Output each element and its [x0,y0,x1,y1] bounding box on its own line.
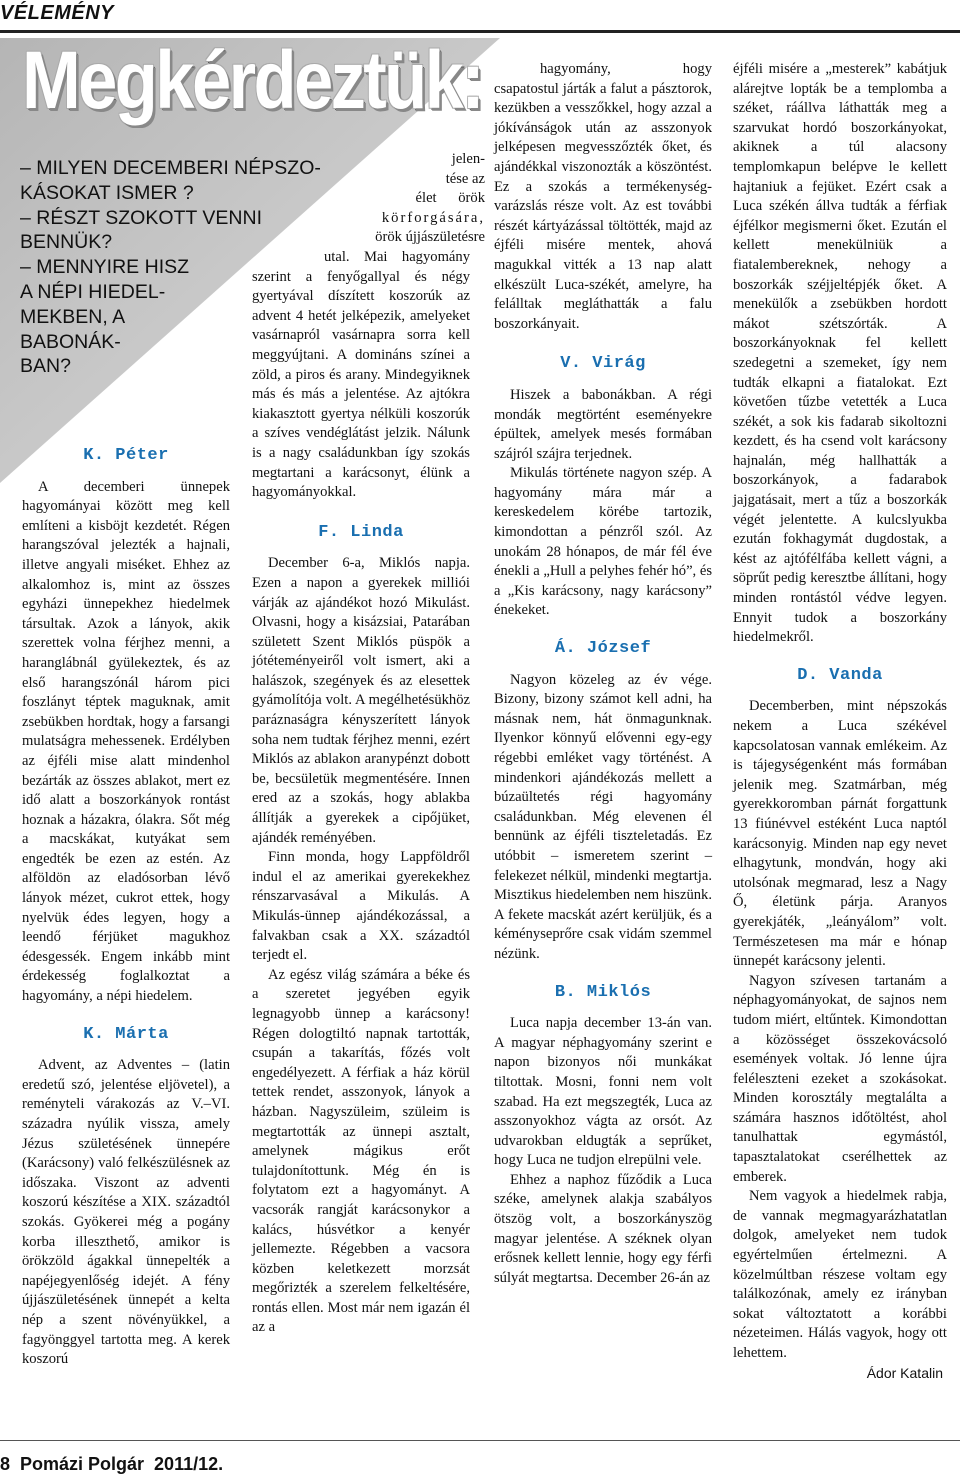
article-paragraph: December 6-a, Miklós napja. Ezen a napon a gyerekek milliói várják az ajándékot hozó Mikulást. Olvasni, hogy a kisázsiai, Patarában született Szent Miklós püspök a jótéteményeiről volt ismert, aki a halászok, szegények és az elesettek gyámolítója volt. A megélhetésükhöz paráznaságra kényszerített lányok soha nem tudtak férjhez menni, ezért Miklós az ablakon aranypénzt dobott be, becsületük megmentésére. Innen ered az a szokás, hogy ablakba állítják a gyerekek a cipőjüket, ajándék reményében. [252,555,470,846]
intro-line: körforgására, [381,209,485,226]
article-paragraph: Ehhez a naphoz fűződik a Luca széke, amelynek alakja szabályos ötszög volt, a boszorkányszög magyar jelentése. A széknek olyan erősnek kellett lennie, hogy egy férfi súlyát megtartsa. December 26-án az [494,1171,712,1286]
article-paragraph: utal. Mai hagyomány szerint a fenyőgallyal és négy gyertyával díszített koszorúk az advent 4 hetét jelképezik, amelyeket vasárnapról vasárnapra sorra kell meggyújtani. A domináns színei a zöld, a piros és arany. Mindegyiknek más és más a jelentése. Az ajtókra kiakasztott gyertya nélküli koszorúk a szíves vendéglátást jelzik. Nálunk is a nagy családunkban így szokás megtartani a karácsonyt, élünk a hagyományokkal. [252,249,470,501]
question-line: KÁSOKAT ISMER ? [20,181,194,204]
article-paragraph: hagyomány, hogy csapatostul járták a falut a pásztorok, kezükben a vesszőkkel, hogy azzal a jókívánságok után az asszonyok jelképesen megvesszőzték őket, és ajándékkal viszonozták a köszöntést. Ez a szokás a termékenység-varázslás része volt. Az est további részét kártyázással töltötték, majd az éjféli misére mentek, ahová magukkal vitték a 13 nap alatt elkészült Luca-székét, amelyre, ha felálltak megláthatták a falu boszorkányait. [494,61,712,332]
headline: Megkérdeztük: [22,35,483,126]
question-line: A NÉPI HIEDEL- [20,280,166,303]
intro-line: jelen- [451,151,485,167]
article-paragraph: Nagyon szívesen tartanám a néphagyományokat, de sajnos nem tudom miért, eltűntek. Kimondottan a közösséget összekovácsoló események voltak. Jó lenne újra feléleszteni ezeket a szokásokat. Minden korosztály megtalálta a számára hasznos időtöltést, ahol tanulhattak egymástól, tapasztalatokat cserélhettek az emberek. [733,972,947,1185]
question-line: BAN? [20,355,71,378]
bottom-rule [0,1440,960,1441]
article-paragraph: Az egész világ számára a béke és a szeretet jegyében egyik legnagyobb ünnep a karácsony! Régen dologtiltó napnak tartották, csupán a takarítás, főzés volt engedélyezett. A férfiak a ház körül tettek rendet, asszonyok, lányok a házban. Nagyszüleim, szüleim is megtartották az ünnepi asztalt, amelynek mágikus erőt tulajdonítottunk. Még én is folytatom ezt a hagyományt. A vacsorák rangját karácsonykor a kalács, húsvétkor a kenyér jellemezte. Régebben a vacsora közben keletkezett morzsát megőrizték a szerelem felkeltésére, rontás ellen. Most már nem igazán él az a [252,966,470,1336]
article-paragraph: A decemberi ünnepek hagyományai között meg kell említeni a kisböjt kezdetét. Régen harangszóval jelezték a hajnali, illetve angyali miséket. Ehhez az alkalomhoz is, mint az összes egyházi ünnepekhez hiedelmek társultak. Azok a lányok, akik szerettek volna férjhez menni, a haranglábnál gyülekeztek, és az első harangszónál három pici foszlányt téptek maguknak, amit zsebükben hordtak, hogy a farsangi mulatságra mehessenek. Erdélyben az éjféli mise alatt mindenhol bezárták az összes ablakot, mert ez idő alatt a boszorkányok rontást hoznak a házakra, ólakra. Sőt még a macskákat, kutyákat sem engedték be ezen az estén. Az alföldön az eladósorban lévő lányok mézet, cukrot ettek, hogy nyelvük édes legyen, hogy a leendő férjüket magukhoz édesgessék. Engem inkább mint érdekesség foglalkoztat a hagyomány, a népi hiedelem. [22,478,230,1005]
column-4 [733,60,947,1383]
question-line: BABONÁK- [20,330,121,353]
byline: Á. József [554,639,652,659]
byline: F. Linda [318,522,404,542]
byline: D. Vanda [797,665,883,685]
article-paragraph: éjféli misére a „mesterek” kabátjuk alárejtve lopták be a templomba a széket, ráállva láthatták meg a szarvukat hordó boszorkányokat, akiknek a túl alacsony templomkapun belépve le kellett hajtaniuk a fejüket. Ezért csak a Luca székén állva tudták a férfiak éjfélkor megismerni őket. Ezután el kellett menekülniük a fiatalembereknek, nehogy a boszorkák széjjeltépjék őket. A menekülők a zsebükben hordott mákot szétszórták. A boszorkányoknak fel kellett szedegetni a szemeket, így nem tudták elkapni a fiatalokat. Ezt követően tűzbe vetették a Luca székét, a sok kis fadarab sikoltozni kezdett, és ha csend volt karácsony hajnalán, még hallhatták a boszorkányok, a fadarabok jajgatásait, mert a tűz a boszorkák végét jelentette. A kulcslyukba ezután fokhagymát dugdostak, a kést az ajtófélfába kellett vágni, a söprűt pedig keresztbe állítani, hogy minden rontástól védve legyen. Ennyit tudok a boszorkány hiedelmekről. [733,61,947,646]
question-line: MEKBEN, A [20,305,126,328]
article-paragraph: Mikulás története nagyon szép. A hagyomány mára már a kereskedelem körébe tartozik, kimondottan a pénzről szól. Az unokám 28 hónapos, de már fél éve énekli a „Hull a pelyhes fehér hó”, és a „Kis karácsony, nagy karácsony” énekeket. [494,465,713,619]
article-paragraph: Decemberben, mint népszokás nekem a Luca székével kapcsolatosan vannak emlékeim. Az is tájegységenként más formában jelenik meg. Szatmárban, még gyerekkoromban párnát forgattunk 13 fiúnévvel estéként Luca naptól karácsonyig. Minden nap egy nevet elhagytunk, mondván, hogy aki utolsónak megmarad, lesz a Nagy Ő, életünk párja. Aranyos gyerekjáték, „leányálom” volt. Természetesen ma már e hónap ünnepét karácsony jelenti. [733,698,947,970]
question-line: – MENNYIRE HISZ [20,256,190,279]
question-line: – MILYEN DECEMBERI NÉPSZO- [20,157,321,179]
byline: K. Márta [83,1024,169,1044]
top-rule [0,30,960,33]
byline: V. Virág [560,354,646,374]
column-2-intro [260,150,485,248]
article-paragraph: Nagyon közeleg az év vége. Bizony, bizony számot kell adni, ha másnak nem, hát önmagunknak. Ilyenkor könnyű elővenni egy-egy régebbi emléket vagy történést. A mindenkori ajándékozás mellett a búzaültetés régi hagyomány családunkban. Még elevenen él bennünk az éjféli tiszteletadás. Ez utóbbit – ismeretem szerint – felekezet nélkül, mindenki megtartja. Misztikus hiedelemben nem hiszünk. A fekete macskát azért kerüljük, és a kéményseprőre csak vidám szemmel nézünk. [494,671,712,962]
byline: K. Péter [83,446,169,465]
author-signoff: Ádor Katalin [866,1364,943,1381]
article-paragraph: Nem vagyok a hiedelmek rabja, de vannak megmagyarázhatatlan dolgok, amelyeket nem tudok egyértelműen értelmezni. A közelmúltban részese voltam egy találkozónak, amely ez irányban sokat változtatott a korábbi nézeteimen. Hálás vagyok, hogy ott lehettem. [733,1188,947,1361]
article-paragraph: Hiszek a babonákban. A régi mondák megtörtént eseményekre épültek, amelyek mesés formában szájról szájra terjednek. [494,386,712,462]
column-1 [22,440,230,1370]
article-paragraph: Finn monda, hogy Lappföldről indul el az amerikai gyerekekhez rénszarvasával a Mikulás. A Mikulás-ünnep ajándékozással, a falvakban csak a XX. századtól terjedt el. [252,849,470,964]
byline: B. Miklós [554,982,652,1002]
article-paragraph: Advent, az Adventes – (latin eredetű szó, jelentése eljövetel), a reményteli várakozás az V.–VI. századra nyúlik vissza, amely Jézus születésének ünnepére (Karácsony) való felkészülésnek az időszaka. Viszont az adventi koszorú készítése a XIX. századtól szokás. Gyökerei még a pogány korba illeszthető, amikor is örökzöld ágakkal ünnepelték a napéjegyenlőség idejét. A fény újjászületésének ünnepét a kelta nép a szent növényükkel, a fagyönggyel tartotta meg. A kerek koszorú [22,1057,230,1368]
question-line: – RÉSZT SZOKOTT VENNI [20,206,262,229]
article-paragraph: Luca napja december 13-án van. A magyar néphagyomány szerint e napon bizonyos női munkákat tiltottak. Mosni, fonni nem volt szabad. Ha ezt megszegték, Luca az asszonyokhoz vágta az orsót. Az udvarokban eldugták a seprűket, hogy Luca ne tudjon elrepülni vele. [494,1015,712,1169]
column-3 [494,60,712,1288]
intro-line: tése az [445,170,485,187]
section-label: VÉLEMÉNY [0,2,115,24]
column-2 [252,248,470,1338]
question-line: BENNÜK? [20,231,113,254]
page-footer: 8 Pomázi Polgár 2011/12. [0,1454,224,1474]
intro-line: élet örök [415,190,485,207]
intro-line: örök újjászületésre [375,229,485,246]
